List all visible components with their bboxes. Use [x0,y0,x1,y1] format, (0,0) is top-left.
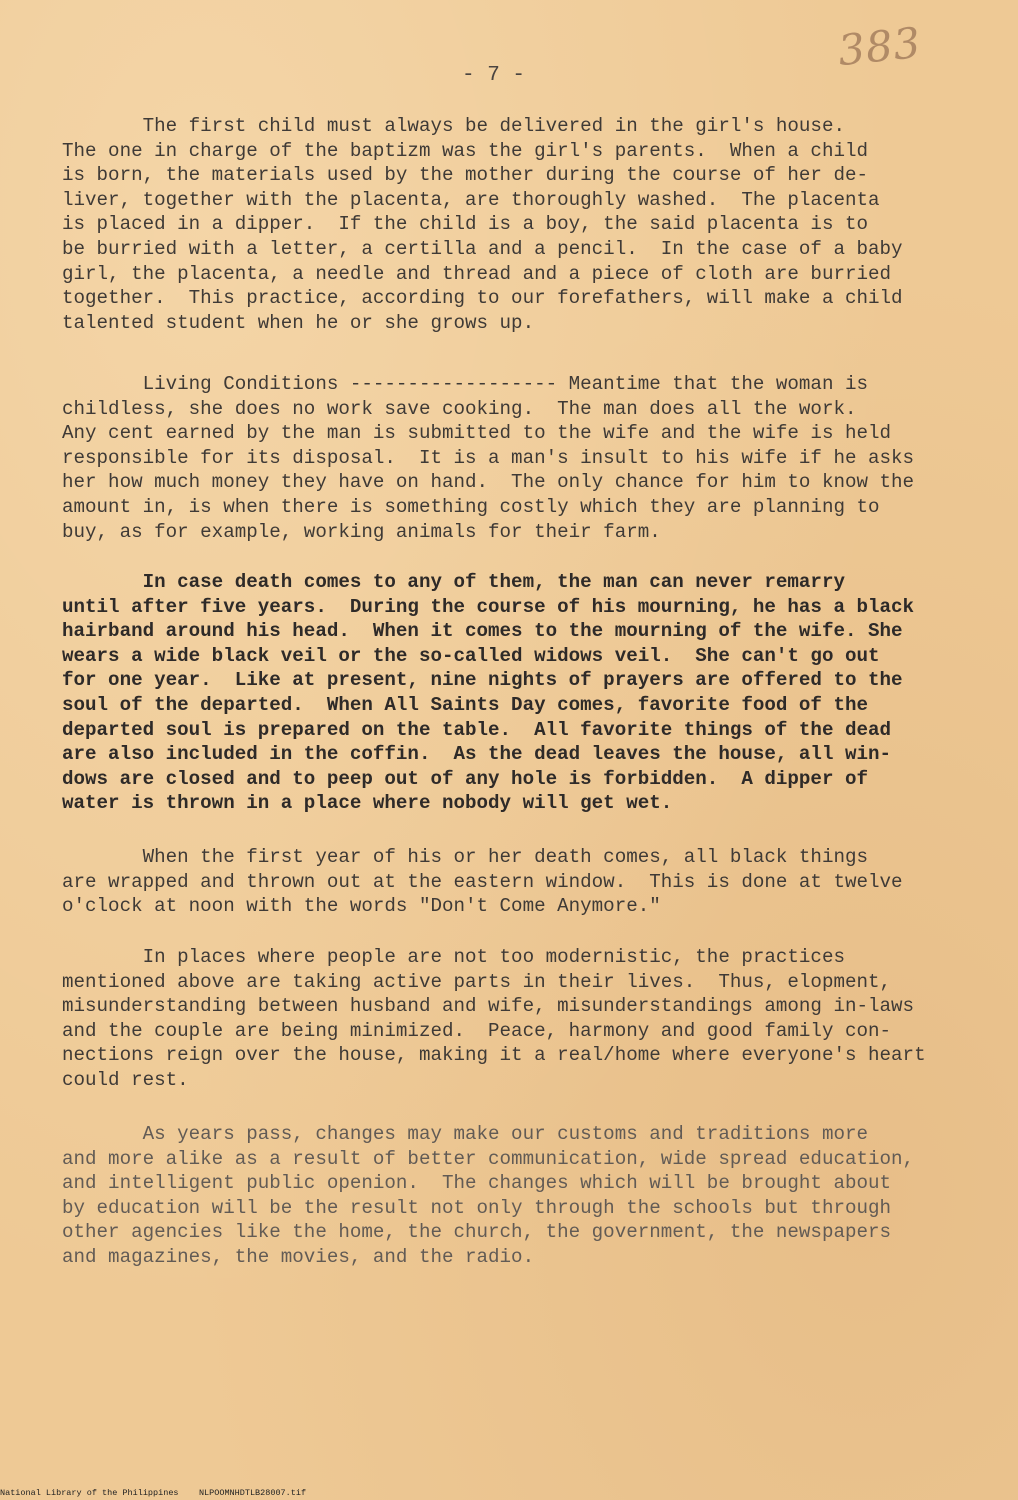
text-line: wears a wide black veil or the so-called widows veil. She can't go out [62,644,880,667]
text-line: nections reign over the house, making it a real/home where everyone's heart [62,1044,926,1067]
text-line: hairband around his head. When it comes to the mourning of the wife. She [62,620,903,643]
text-line: and the couple are being minimized. Peace, harmony and good family con- [62,1019,892,1042]
paragraph-first-year [62,845,967,919]
text-line: The first child must always be delivered in the girl's house. [62,115,845,137]
text-line: talented student when he or she grows up. [62,311,535,334]
text-line: other agencies like the home, the church, the government, the newspapers [62,1221,892,1244]
text-line: childless, she does no work save cooking. The man does all the work. [62,397,857,420]
text-line: and magazines, the movies, and the radio. [62,1245,535,1268]
text-line: by education will be the result not only through the schools but through [62,1196,892,1219]
text-line: her how much money they have on hand. The only chance for him to know the [62,471,915,494]
text-line: girl, the placenta, a needle and thread and a piece of cloth are burried [62,262,892,285]
footer-library: National Library of the Philippines [0,1488,179,1498]
paragraph-childbirth [62,114,967,335]
text-line: are wrapped and thrown out at the eastern window. This is done at twelve [62,870,903,893]
text-line: The one in charge of the baptizm was the girl's parents. When a child [62,139,869,162]
page-number: - 7 - [462,64,526,87]
text-line: and intelligent public openion. The changes which will be brought about [62,1172,892,1195]
text-line: until after five years. During the course of his mourning, he has a black [62,595,915,618]
text-line: When the first year of his or her death comes, all black things [62,846,869,868]
text-line: In case death comes to any of them, the man can never remarry [62,571,845,593]
text-line: could rest. [62,1068,189,1091]
text-line: mentioned above are taking active parts in their lives. Thus, elopment, [62,970,892,993]
text-line: Living Conditions ------------------ Meantime that the woman is [62,373,869,395]
text-line: together. This practice, according to our forefathers, will make a child [62,287,903,310]
text-line: misunderstanding between husband and wife, misunderstandings among in-laws [62,995,915,1018]
text-line: dows are closed and to peep out of any hole is forbidden. A dipper of [62,767,869,790]
text-line: Any cent earned by the man is submitted to the wife and the wife is held [62,422,892,445]
footer-filename: NLPOOMNHDTLB28007.tif [198,1488,307,1498]
text-line: water is thrown in a place where nobody will get wet. [62,792,673,815]
text-line: for one year. Like at present, nine nights of prayers are offered to the [62,669,903,692]
text-line: be burried with a letter, a certilla and a pencil. In the case of a baby [62,237,903,260]
text-line: departed soul is prepared on the table. All favorite things of the dead [62,718,892,741]
text-line: In places where people are not too modernistic, the practices [62,946,845,968]
text-line: amount in, is when there is something costly which they are planning to [62,495,880,518]
text-line: soul of the departed. When All Saints Day comes, favorite food of the [62,693,869,716]
text-line: and more alike as a result of better communication, wide spread education, [62,1147,915,1170]
paragraph-mourning [62,570,967,816]
text-line: liver, together with the placenta, are thoroughly washed. The placenta [62,188,880,211]
paragraph-modernistic [62,945,967,1093]
text-line: is placed in a dipper. If the child is a boy, the said placenta is to [62,213,869,236]
text-line: buy, as for example, working animals for their farm. [62,520,661,543]
text-line: As years pass, changes may make our customs and traditions more [62,1123,869,1145]
text-line: o'clock at noon with the words "Don't Come Anymore." [62,895,661,918]
text-line: is born, the materials used by the mother during the course of her de- [62,164,869,187]
paragraph-living-conditions [62,372,967,544]
text-line: responsible for its disposal. It is a man's insult to his wife if he asks [62,446,915,469]
scan-footer [0,1488,306,1498]
paragraph-changes [62,1122,967,1270]
text-line: are also included in the coffin. As the dead leaves the house, all win- [62,743,892,766]
handwritten-page-number: 383 [835,17,924,76]
